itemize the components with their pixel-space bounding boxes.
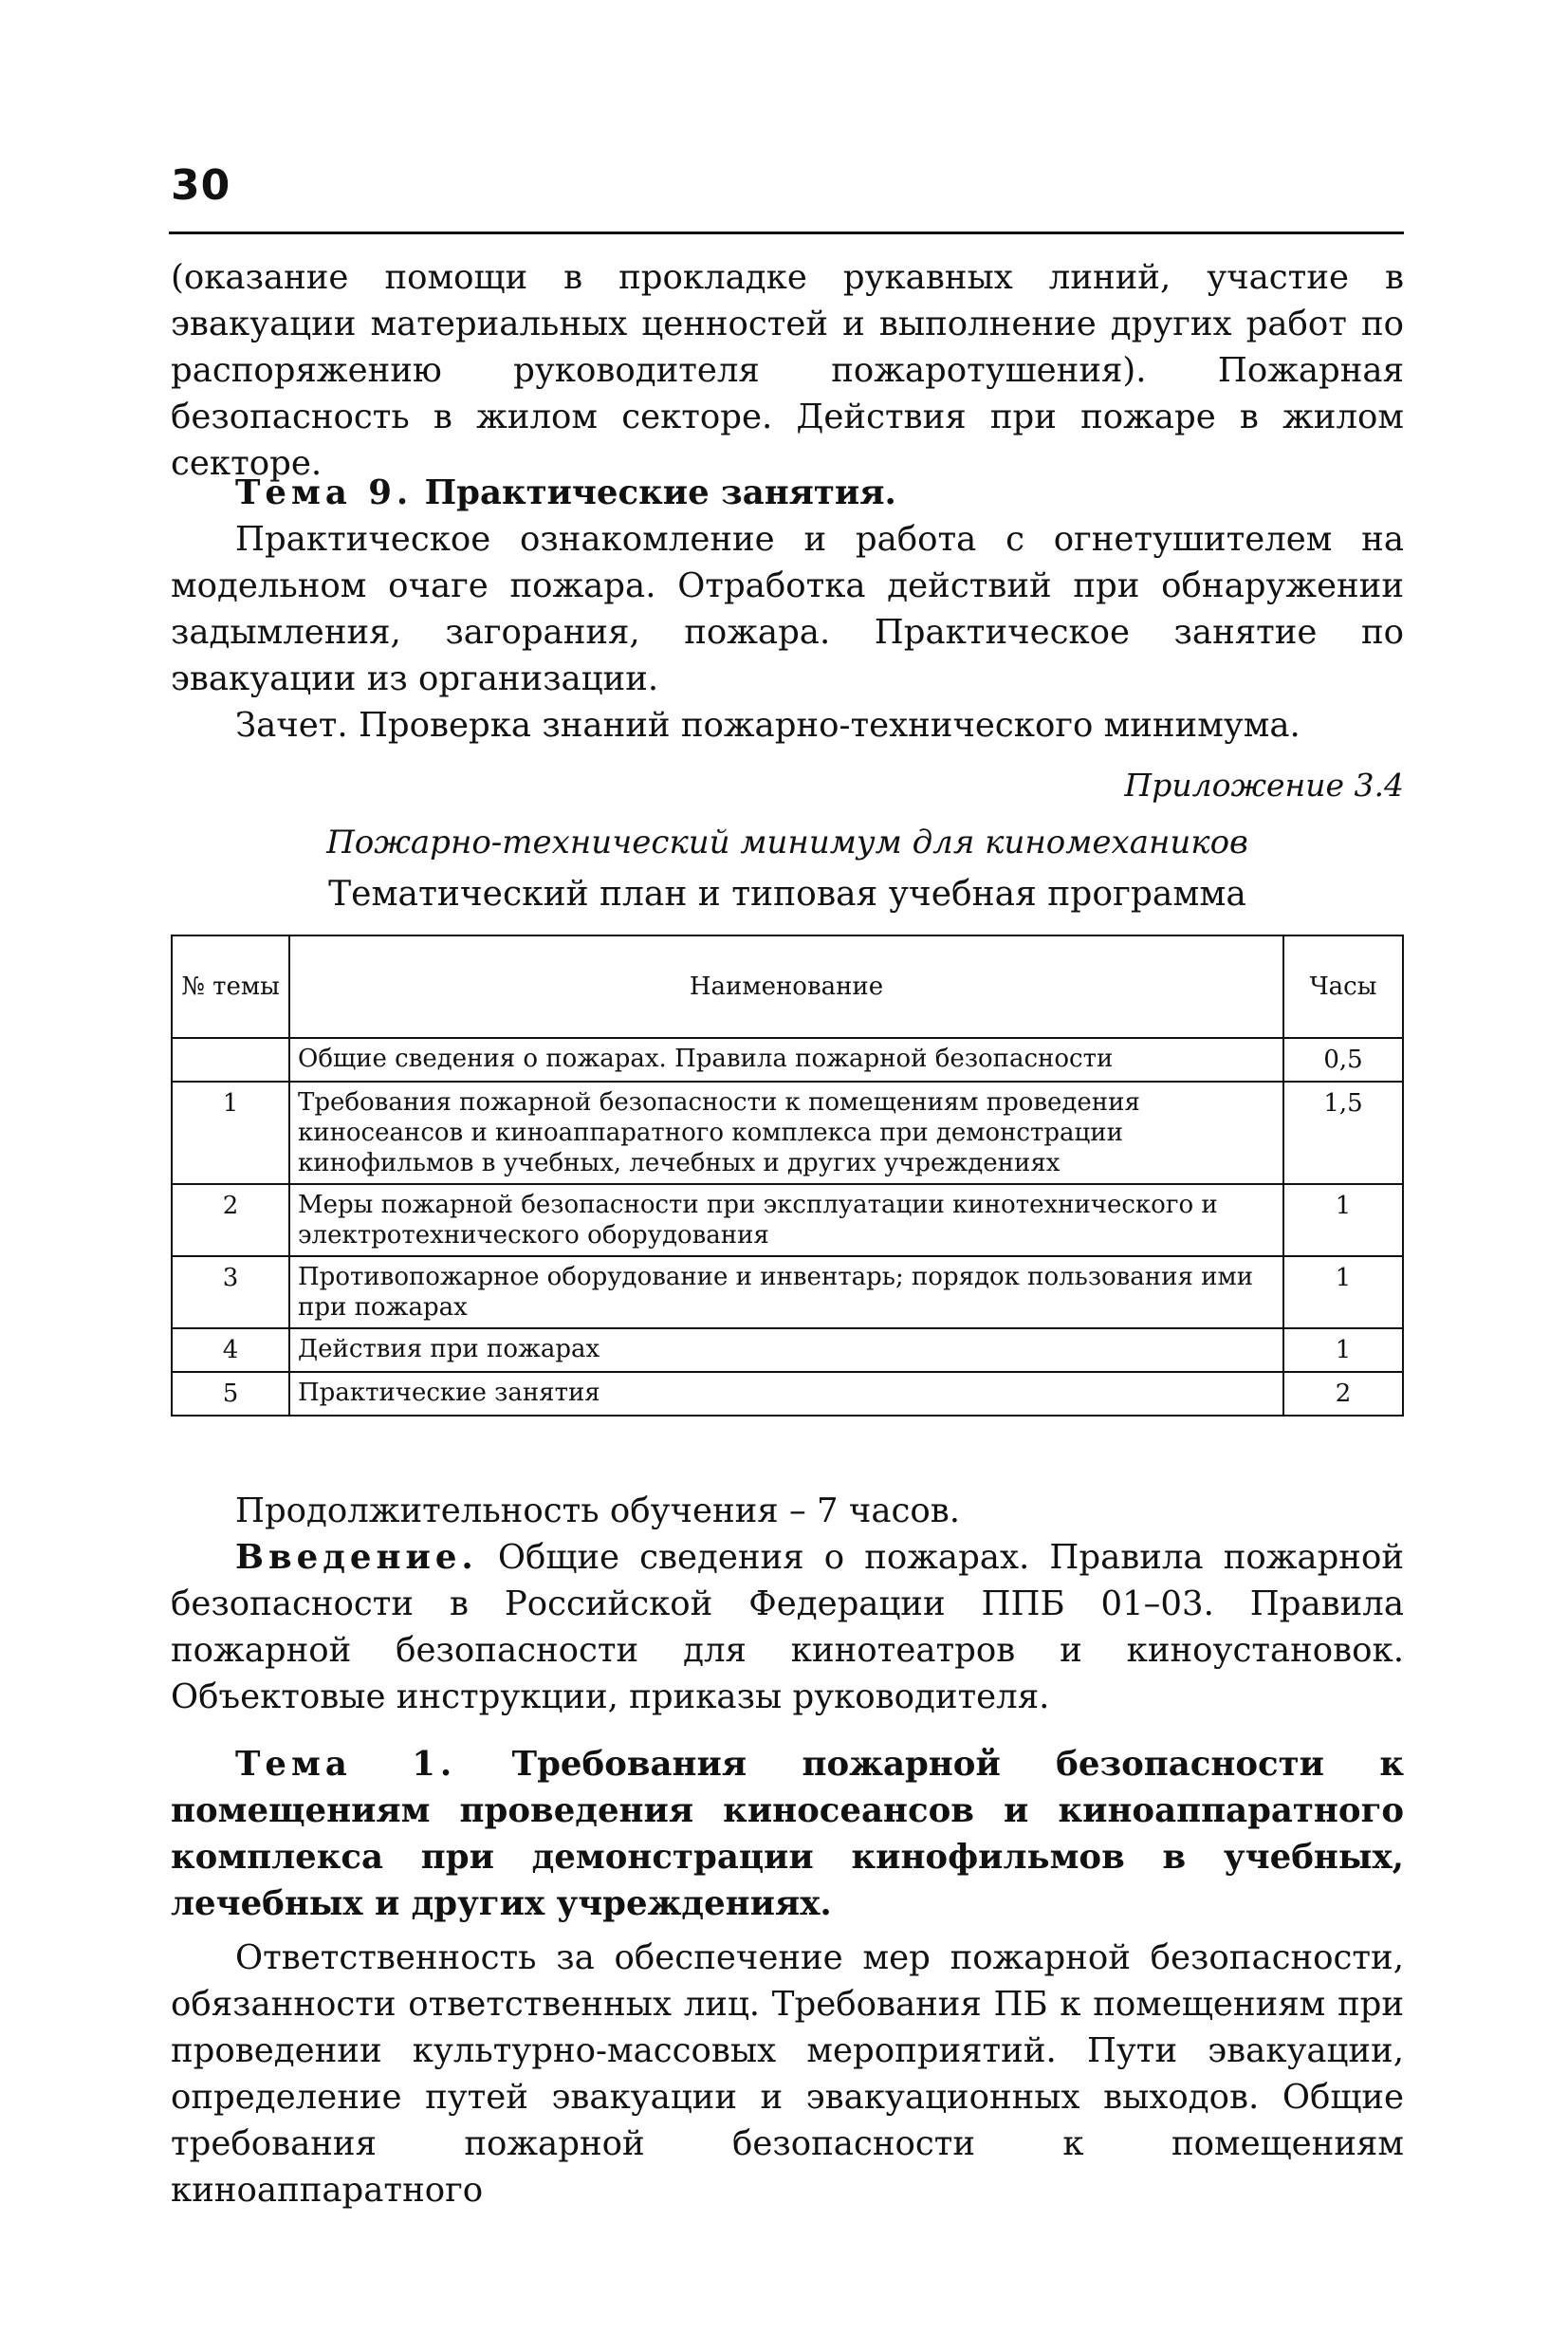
row-num: 4 (172, 1328, 289, 1372)
row-num: 3 (172, 1256, 289, 1328)
exam-line: Зачет. Проверка знаний пожарно-технического минимума. (235, 706, 1301, 745)
topic9-label: Тема 9. (235, 473, 414, 512)
row-num: 2 (172, 1184, 289, 1256)
table-row (172, 1328, 1403, 1372)
introduction-label: Введение. (235, 1538, 478, 1577)
topic9-block (171, 470, 1404, 749)
row-hours: 2 (1283, 1372, 1403, 1416)
intro-paragraph: (оказание помощи в прокладке рукавных линий, участие в эвакуации материальных ценностей и выполнение других работ по распоряжению руководителя пожаротушения). Пожарная безопасность в жилом секторе. Действия при пожаре в жилом секторе. (171, 258, 1404, 483)
row-name: Меры пожарной безопасности при эксплуатации кинотехнического и электротехнического оборудования (289, 1184, 1283, 1256)
row-name: Практические занятия (289, 1372, 1283, 1416)
duration-line: Продолжительность обучения – 7 часов. (235, 1491, 961, 1530)
page-number: 30 (171, 161, 231, 210)
row-num: 1 (172, 1082, 289, 1184)
row-hours: 0,5 (1283, 1038, 1403, 1082)
table-row (172, 1184, 1403, 1256)
row-hours: 1 (1283, 1328, 1403, 1372)
row-name: Требования пожарной безопасности к помещениям проведения киносеансов и киноаппаратного комплекса при демонстрации кинофильмов в учебных, лечебных и других учреждениях (289, 1082, 1283, 1184)
appendix-label: Приложение 3.4 (1124, 767, 1404, 804)
row-name: Действия при пожарах (289, 1328, 1283, 1372)
intro-block (171, 254, 1404, 487)
header-num: № темы (172, 935, 289, 1038)
header-rule (169, 231, 1404, 234)
topic1-label: Тема 1. (235, 1745, 457, 1784)
body-block (171, 1488, 1404, 2213)
row-name: Общие сведения о пожарах. Правила пожарной безопасности (289, 1038, 1283, 1082)
row-hours: 1 (1283, 1184, 1403, 1256)
table-row (172, 1256, 1403, 1328)
table-header-row (172, 935, 1403, 1038)
topic9-title: Практические занятия. (413, 473, 896, 512)
introduction-paragraph (171, 1534, 1404, 1720)
row-num (172, 1038, 289, 1082)
header-name: Наименование (289, 935, 1283, 1038)
topic9-text: Практическое ознакомление и работа с огнетушителем на модельном очаге пожара. Отработка действий при обнаружении задымления, загорания, пожара. Практическое занятие по эвакуации из организации. (171, 520, 1404, 698)
table-row (172, 1372, 1403, 1416)
row-name: Противопожарное оборудование и инвентарь; порядок пользования ими при пожарах (289, 1256, 1283, 1328)
header-hours: Часы (1283, 935, 1403, 1038)
thematic-plan-table (171, 935, 1404, 1417)
topic1-text: Ответственность за обеспечение мер пожарной безопасности, обязанности ответственных лиц. Требования ПБ к помещениям при проведении культурно-массовых мероприятий. Пути эвакуации, определение путей эвакуации и эвакуационных выходов. Общие требования пожарной безопасности к помещениям киноаппаратного (171, 1938, 1404, 2210)
introduction-text: Общие сведения о пожарах. Правила пожарной безопасности в Российской Федерации ППБ 01–03. Правила пожарной безопасности для кинотеатров и киноустановок. Объектовые инструкции, приказы руководителя. (171, 1538, 1404, 1716)
topic9-heading (171, 470, 1404, 516)
topic1-title: Требования пожарной безопасности к помещениям проведения киносеансов и киноаппаратного комплекса при демонстрации кинофильмов в учебных, лечебных и других учреждениях. (171, 1745, 1405, 1923)
row-hours: 1,5 (1283, 1082, 1403, 1184)
section-subtitle: Тематический план и типовая учебная программа (328, 875, 1246, 914)
row-num: 5 (172, 1372, 289, 1416)
table-row (172, 1038, 1403, 1082)
row-hours: 1 (1283, 1256, 1403, 1328)
table-row (172, 1082, 1403, 1184)
section-title: Пожарно-технический минимум для киномехаников (326, 824, 1248, 861)
topic1-heading (171, 1741, 1404, 1927)
